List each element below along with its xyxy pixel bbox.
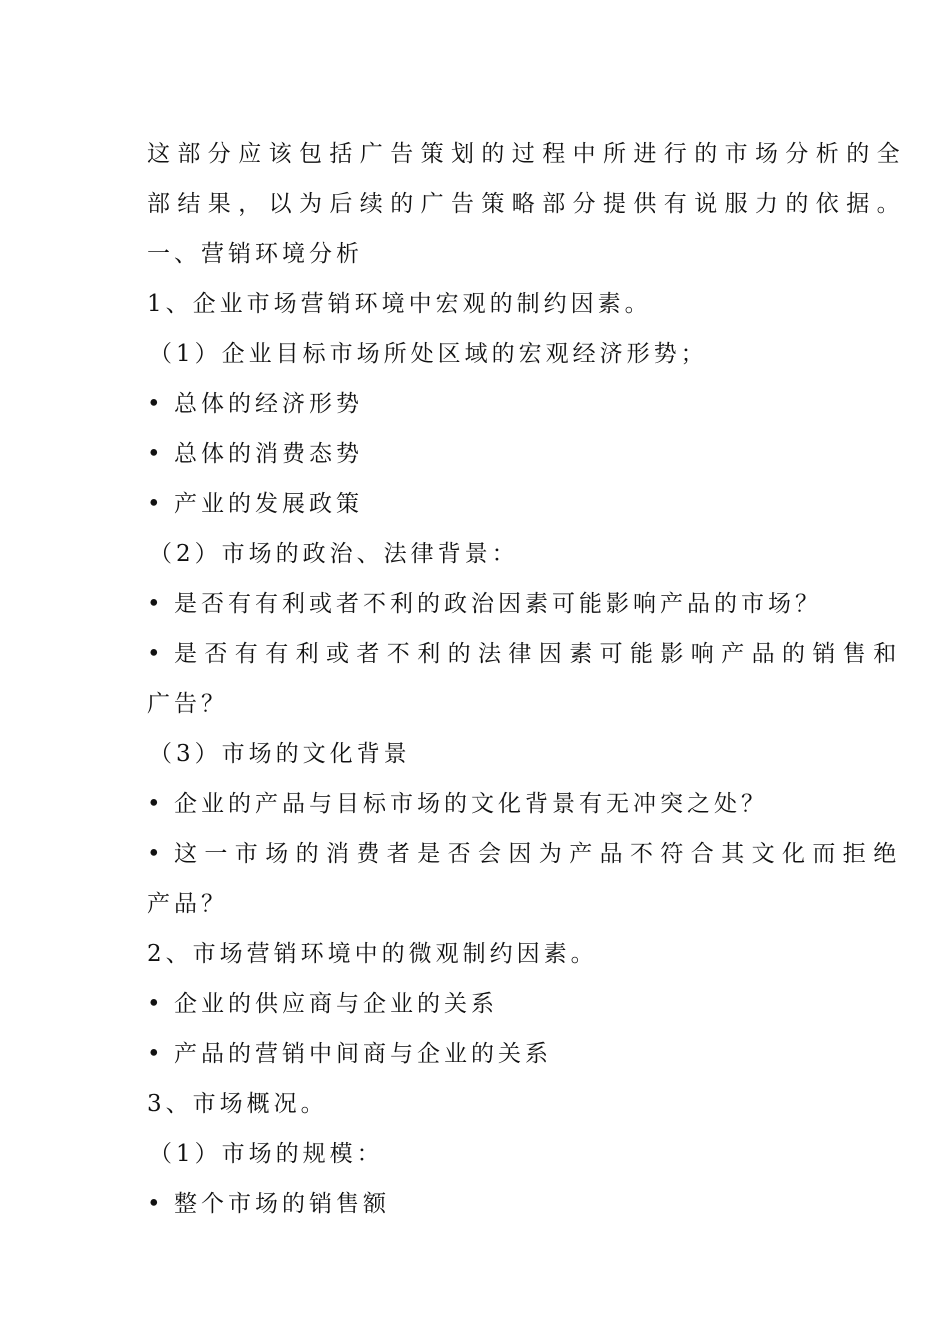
item2-heading: 2、市场营销环境中的微观制约因素。 bbox=[147, 941, 598, 967]
list-item bbox=[147, 979, 812, 1029]
list-item-text: 总体的消费态势 bbox=[174, 441, 363, 467]
section-title: 一、营销环境分析 bbox=[147, 241, 363, 267]
item1-sub2-heading: （2）市场的政治、法律背景： bbox=[149, 541, 519, 567]
item3-heading: 3、市场概况。 bbox=[147, 1091, 328, 1117]
list-item bbox=[147, 779, 812, 829]
list-item bbox=[147, 379, 812, 429]
list-item-text: 是否有有利或者不利的政治因素可能影响产品的市场？ bbox=[174, 591, 822, 617]
list-item-continuation: 广告？ bbox=[147, 691, 228, 717]
bullet-icon: • bbox=[147, 1191, 161, 1217]
item3-sub1-heading: （1）市场的规模： bbox=[149, 1141, 384, 1167]
list-item-text: 整个市场的销售额 bbox=[174, 1191, 390, 1217]
list-item bbox=[147, 579, 822, 629]
bullet-icon: • bbox=[147, 641, 161, 667]
list-item-text: 总体的经济形势 bbox=[174, 391, 363, 417]
list-item-text: 企业的供应商与企业的关系 bbox=[174, 991, 498, 1017]
list-item bbox=[147, 629, 904, 679]
item1-sub3-heading: （3）市场的文化背景 bbox=[149, 741, 411, 767]
list-item bbox=[147, 1029, 812, 1079]
list-item-text: 这一市场的消费者是否会因为产品不符合其文化而拒绝 bbox=[174, 841, 904, 867]
bullet-icon: • bbox=[147, 591, 161, 617]
item1-heading: 1、企业市场营销环境中宏观的制约因素。 bbox=[147, 291, 652, 317]
list-item bbox=[147, 479, 812, 529]
intro-line-2: 部结果，以为后续的广告策略部分提供有说服力的依据。 bbox=[147, 191, 907, 217]
bullet-icon: • bbox=[147, 441, 161, 467]
intro-line-1: 这部分应该包括广告策划的过程中所进行的市场分析的全 bbox=[147, 141, 907, 167]
document-body bbox=[147, 129, 907, 1229]
list-item-text: 产业的发展政策 bbox=[174, 491, 363, 517]
list-item-text: 企业的产品与目标市场的文化背景有无冲突之处？ bbox=[174, 791, 768, 817]
bullet-icon: • bbox=[147, 791, 161, 817]
list-item-text: 是否有有利或者不利的法律因素可能影响产品的销售和 bbox=[174, 641, 904, 667]
list-item bbox=[147, 1179, 812, 1229]
bullet-icon: • bbox=[147, 1041, 161, 1067]
list-item-continuation: 产品？ bbox=[147, 891, 228, 917]
bullet-icon: • bbox=[147, 841, 161, 867]
bullet-icon: • bbox=[147, 491, 161, 517]
list-item-text: 产品的营销中间商与企业的关系 bbox=[174, 1041, 552, 1067]
bullet-icon: • bbox=[147, 391, 161, 417]
bullet-icon: • bbox=[147, 991, 161, 1017]
item1-sub1-heading: （1）企业目标市场所处区域的宏观经济形势； bbox=[149, 341, 708, 367]
list-item bbox=[147, 829, 904, 879]
list-item bbox=[147, 429, 812, 479]
